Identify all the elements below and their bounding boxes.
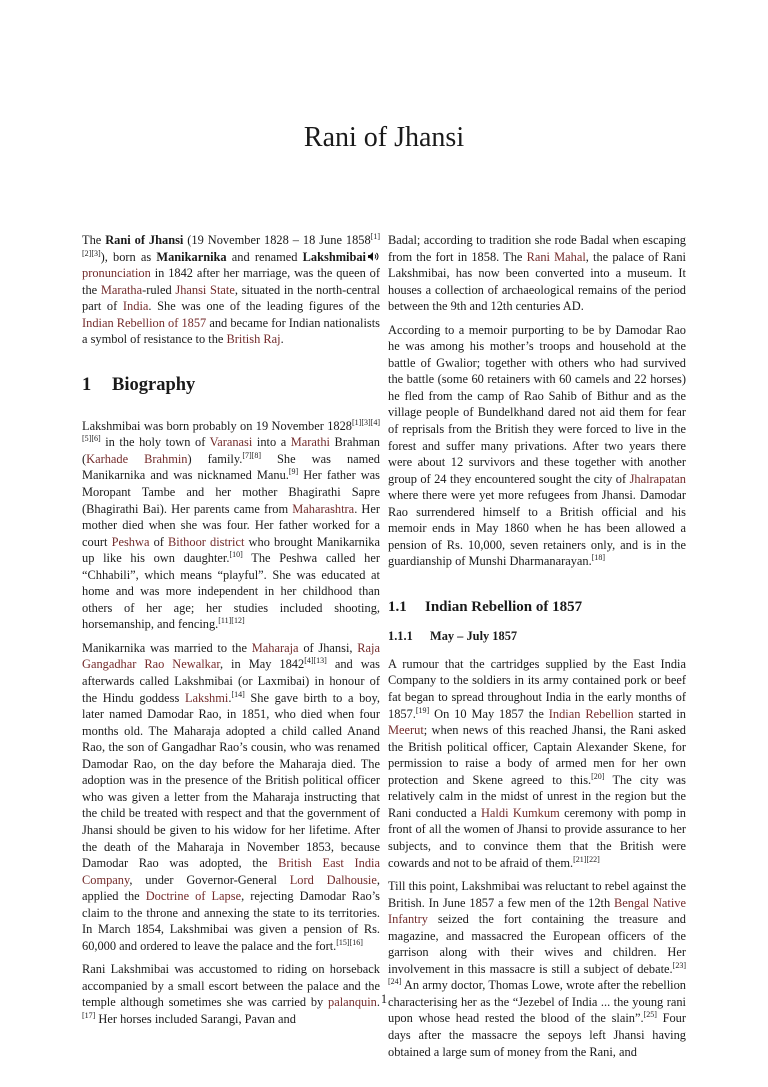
text-run: in 1842 after her marriage, was the queen of the [82,266,380,297]
wiki-link[interactable]: Lord Dalhousie [289,872,377,887]
citation-link[interactable]: [19] [415,705,430,715]
text-run: Rani Lakshmibai was accustomed to riding on horseback accompanied by a small escort between the palace and the temple although sometimes she was carried by [82,962,380,1010]
wiki-link[interactable]: Jhansi State [175,282,235,297]
wiki-link[interactable]: Indian Rebellion [548,706,634,721]
text-run: . [228,690,232,705]
section-number: 1.1.1 [388,628,413,643]
page-title: Rani of Jhansi [303,122,465,153]
wiki-link[interactable]: Maratha [100,282,143,297]
subsubsection-heading-may-july [388,628,686,644]
section-title: May – July 1857 [430,628,518,643]
wiki-link[interactable]: Doctrine of Lapse [145,889,242,904]
wiki-link[interactable]: Bithoor district [168,534,245,549]
wiki-link[interactable]: pronunciation [82,266,151,281]
text-run: , under Governor-General [129,872,290,887]
text-run: According to a memoir purporting to be by Damodar Rao he was among his mother’s troops and household at the battle of Gwalior; together with others who had survived the battle (some 60 retainers with 60 camels and 22 horses) he fled from the camp of Rao Sahib of Bithur and as the village people of Bundelkhand dared not aid them for fear of reprisals from the British they were forced to live in the forest and suffer many privations. After two years there were about 12 survivors and these together with another group of 24 they encountered sought the city of [388,322,686,486]
text-run: in the holy town of [100,435,210,450]
text-run: Till this point, Lakshmibai was reluctant to rebel against the British. In June 1857 a few men of the 12th [388,879,686,910]
section-title: Biography [112,374,196,395]
speaker-icon[interactable] [367,250,379,261]
wiki-link[interactable]: Karhade Brahmin [86,451,188,466]
paragraph [82,640,380,954]
text-run: She was named Manikarnika and was nicknamed Manu. [82,451,380,483]
text-run: Badal; according to tradition she rode Badal when escaping from the fort in 1858. The [388,233,686,264]
bold-term: Lakshmibai [302,249,366,264]
wiki-link[interactable]: Maharaja [251,640,299,655]
wiki-link[interactable]: palanquin [328,995,377,1010]
wiki-link[interactable]: Maharashtra [292,501,355,516]
text-run: , situated in the north-central part of [82,282,380,314]
text-run: , in May 1842 [219,657,305,672]
text-run: . [280,332,284,347]
text-run: . Her mother died when she was four. Her father worked for a court [82,501,380,549]
citation-link[interactable]: [14] [231,689,245,699]
text-run: of Jhansi, [298,640,358,655]
citation-link[interactable]: [10] [229,550,243,560]
citation-link[interactable]: [23][24] [388,960,686,987]
wiki-link[interactable]: British Raj [226,332,281,347]
text-run: The [82,233,106,247]
wiki-link[interactable]: Raja Gangadhar Rao Newalkar [82,640,380,672]
citation-link[interactable]: [7][8] [242,450,261,460]
text-run: , the palace of Rani Lakshmibai, has now been converted into a museum. It houses a collection of archaeological remains of the period between the 9th and 12th centuries AD. [388,249,686,314]
wiki-link[interactable]: Rani Mahal [526,249,586,264]
citation-link[interactable]: [18] [591,553,606,563]
text-run: . [376,995,380,1010]
text-run: Manikarnika was married to the [82,640,252,655]
wiki-link[interactable]: Marathi [290,435,330,450]
bold-term: Rani of Jhansi [105,233,184,247]
text-run: ), born as [100,249,157,264]
text-run: The city was relatively calm in the midst of unrest in the region but the Rani conducted a [388,772,687,820]
text-run: . She was one of the leading figures of the [148,299,380,314]
text-run: -ruled [142,282,176,297]
text-run: Four days after the massacre the sepoys left Jhansi having obtained a large sum of money from the Rani, and [388,1011,686,1059]
paragraph [82,418,380,633]
citation-link[interactable]: [1][3][4][5][6] [82,417,380,444]
page-number: 1 [380,992,388,1006]
text-run: An army doctor, Thomas Lowe, wrote after the rebellion characterising her as the “Jezebel of India ... the young rani upon whose head rested the blood of the slain”. [388,978,686,1026]
citation-link[interactable]: [17] [82,1010,96,1020]
paragraph [388,232,686,315]
text-run: On 10 May 1857 the [429,706,549,721]
left-column [82,232,380,1035]
wiki-link[interactable]: Indian Rebellion of 1857 [82,315,207,330]
citation-link[interactable]: [21][22] [573,854,600,864]
text-run: She gave birth to a boy, later named Damodar Rao, in 1851, who died when four months old. The Maharaja adopted a child called Anand Rao, the son of Gangadhar Rao’s cousin, who was renamed Damodar Rao, on the day before the Maharaja died. The adoption was in the presence of the British political officer who was given a letter from the Maharaja instructing that the child be treated with respect and that the government of Jhansi should be given to his widow for her lifetime. After the death of the Maharaja in November 1853, because Damodar Rao was adopted, the [82,690,380,871]
wiki-link[interactable]: Meerut [388,723,424,738]
section-number: 1 [82,374,92,395]
paragraph [388,878,686,1060]
wiki-link[interactable]: Lakshmi [184,690,229,705]
citation-link[interactable]: [25] [643,1010,657,1020]
text-run: The Peshwa called her “Chhabili”, which means “playful”. She was educated at home and was more independent in her childhood than others of her age; her studies included shooting, horsemanship, and fencing. [82,551,380,632]
text-run: Brahman ( [82,435,380,466]
right-column [388,232,686,1067]
text-run: and renamed [226,249,303,264]
text-run: of [149,534,169,549]
text-run: Her horses included Sarangi, Pavan and [95,1011,296,1026]
text-run: (19 November 1828 – 18 June 1858 [183,233,371,247]
section-heading-biography [82,374,380,396]
citation-link[interactable]: [20] [591,771,605,781]
citation-link[interactable]: [15][16] [336,937,363,947]
text-run: seized the fort containing the treasure and magazine, and massacred the European officers of the garrison along with their wives and children. Her involvement in this massacre is still a subject of debate. [388,912,686,976]
text-run: A rumour that the cartridges supplied by the East India Company to the soldiers in its army contained pork or beef fat began to spread throughout India in the early months of 1857. [388,656,686,721]
citation-link[interactable]: [1][2][3] [82,232,380,258]
wiki-link[interactable]: Haldi Kumkum [480,805,560,820]
text-run: Lakshmibai was born probably on 19 November 1828 [82,418,353,433]
section-title: Indian Rebellion of 1857 [425,598,583,615]
wiki-link[interactable]: British East India Company [82,856,380,887]
text-run: , applied the [82,872,380,904]
paragraph [388,656,686,871]
text-run: , rejecting Damodar Rao’s claim to the throne and annexing the state to its territories. In March 1854, Lakshmibai was given a pension of Rs. 60,000 and ordered to leave the palace and the fort. [82,889,380,953]
text-run: where there were yet more refugees from Jhansi. Damodar Rao surrendered himself to a British official and his memoir ends in May 1860 when he has been allowed a pension of Rs. 10,000, seven retainers only, and is in the guardianship of Munshi Dharmanarayan. [388,488,686,569]
wiki-link[interactable]: Bengal Native Infantry [388,895,686,927]
citation-link[interactable]: [9] [288,467,299,477]
text-run: ) family. [187,451,243,466]
wiki-link[interactable]: Jhalrapatan [629,471,686,486]
citation-link[interactable]: [4][13] [304,656,327,666]
section-number: 1.1 [388,598,407,615]
paragraph [388,322,686,570]
wiki-link[interactable]: Peshwa [111,534,150,549]
wiki-link[interactable]: India [122,299,149,314]
wiki-link[interactable]: Varanasi [209,435,253,450]
bold-term: Manikarnika [156,249,227,264]
text-run: and was afterwards called Lakshmibai (or Laxmibai) in honour of the Hindu goddess [82,657,380,705]
intro-paragraph [82,232,380,348]
text-run: into a [252,435,291,450]
subsection-heading-rebellion [388,598,686,616]
text-run: Her father was Moropant Tambe and her mother Bhagirathi Sapre (Bhagirathi Bai). Her parents came from [82,468,380,516]
text-run: started in [633,706,686,721]
text-run: ; when news of this reached Jhansi, the Rani asked the British political officer, Captain Alexander Skene, for permission to raise a body of armed men for her own protection and Skene agreed to this. [388,723,686,787]
text-run: and became for Indian nationalists a symbol of resistance to the [82,315,380,347]
citation-link[interactable]: [11][12] [218,616,245,626]
text-run: ceremony with pomp in front of all the women of Jhansi to provide assurance to her subjects, and to convince them that the British were cowards and not to be afraid of them. [388,805,686,870]
text-run: who brought Manikarnika up like his own daughter. [82,534,380,566]
